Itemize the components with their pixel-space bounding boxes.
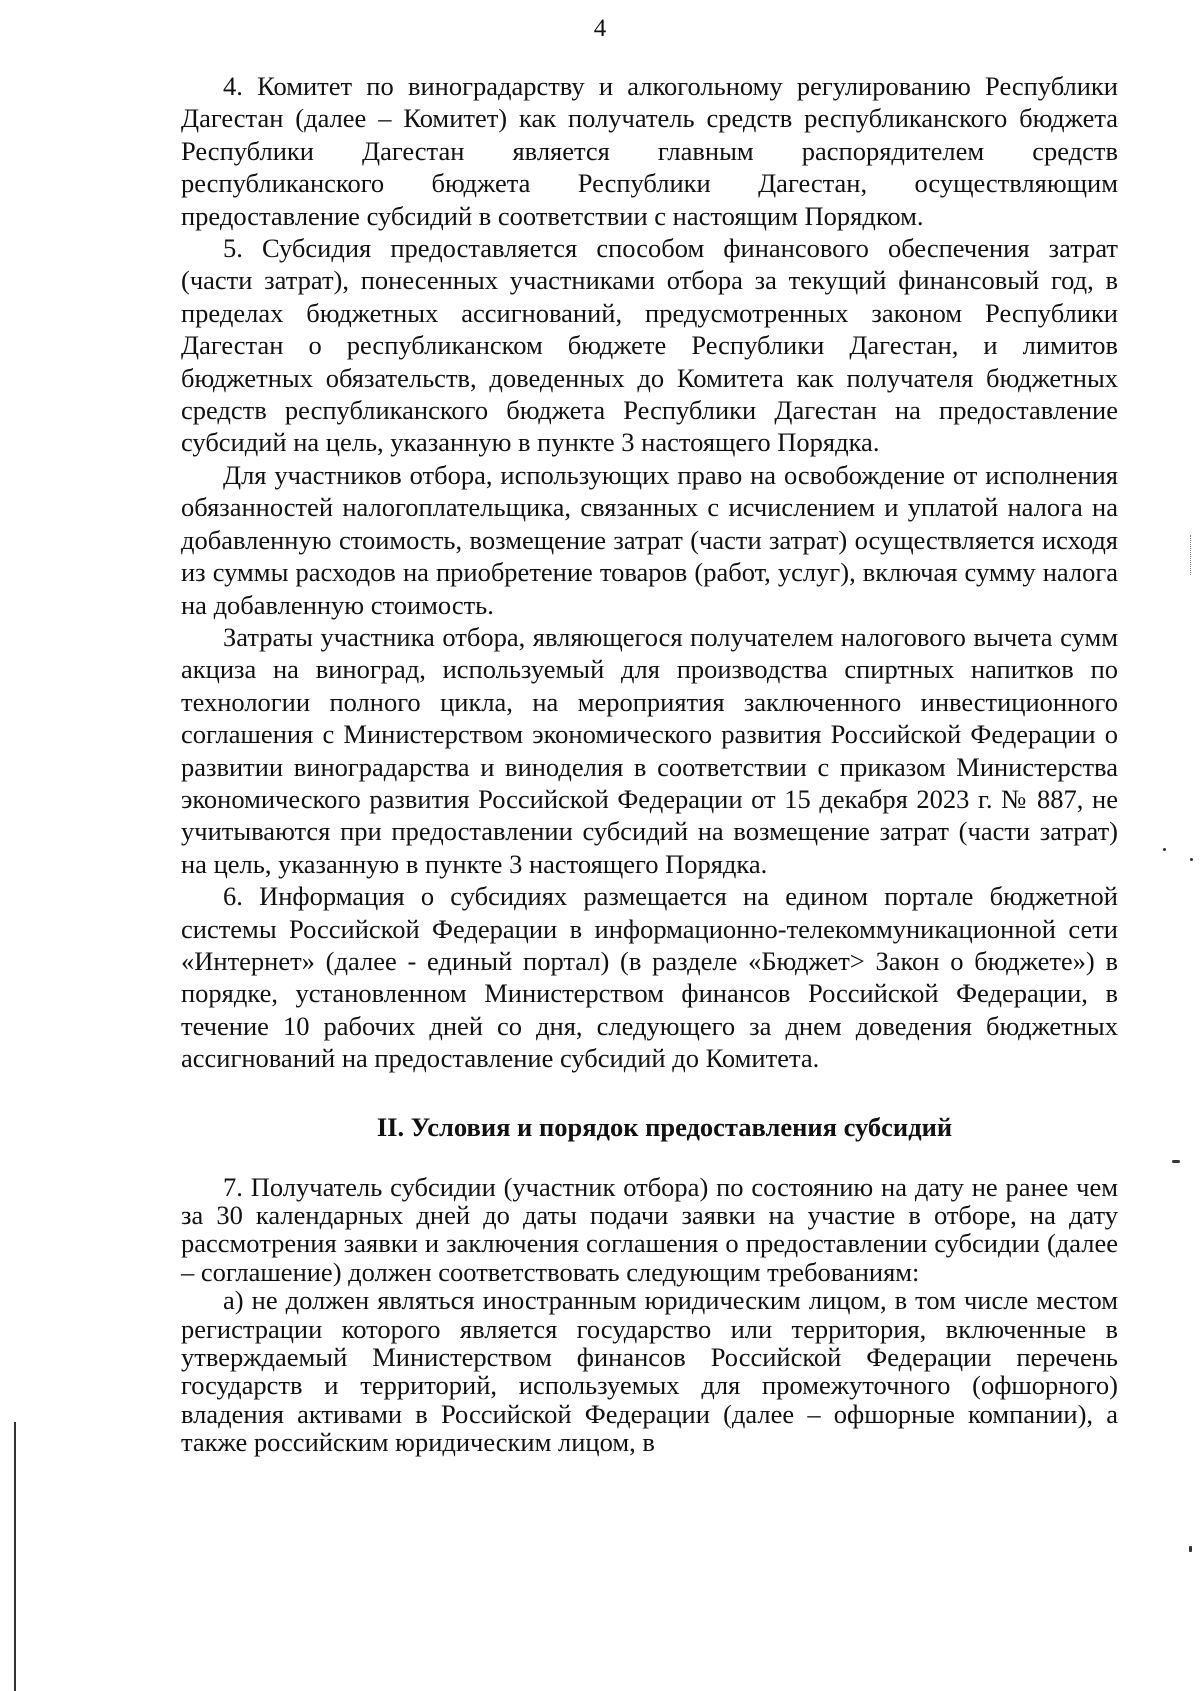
section-heading: II. Условия и порядок предоставления субсидий <box>376 1111 953 1142</box>
paragraph-6: 6. Информация о субсидиях размещается на едином портале бюджетной системы Российской Федерации в информационно-телекоммуникационной сети «Интернет» (далее - единый портал) (в разделе «Бюджет> Закон о бюджете») в порядке, установленном Министерством финансов Российской Федерации, в течение 10 рабочих дней со дня, следующего за днем доведения бюджетных ассигнований на предоставление субсидий до Комитета. <box>181 881 1118 1074</box>
paragraph-7a: а) не должен являться иностранным юридическим лицом, в том числе местом регистрации которого является государство или территория, включенные в утверждаемый Министерством финансов Российской Федерации перечень государств и территорий, используемых для промежуточного (офшорного) владения активами в Российской Федерации (далее – офшорные компании), а также российским юридическим лицом, в <box>181 1285 1118 1458</box>
document-body <box>181 70 1118 1457</box>
scan-speck <box>1172 1160 1180 1163</box>
paragraph-7: 7. Получатель субсидии (участник отбора) по состоянию на дату не ранее чем за 30 календарных дней до даты подачи заявки на участие в отборе, на дату рассмотрения заявки и заключения соглашения о предоставлении субсидии (далее – соглашение) должен соответствовать следующим требованиям: <box>181 1171 1118 1287</box>
scan-edge-mark <box>1190 535 1192 575</box>
scan-speck <box>1190 858 1193 861</box>
paragraph-excise-deduction: Затраты участника отбора, являющегося получателем налогового вычета сумм акциза на виноград, используемый для производства спиртных напитков по технологии полного цикла, на мероприятия заключенного инвестиционного соглашения с Министерством экономического развития Российской Федерации о развитии виноградарства и виноделия в соответствии с приказом Министерства экономического развития Российской Федерации от 15 декабря 2023 г. № 887, не учитываются при предоставлении субсидий на возмещение затрат (части затрат) на цель, указанную в пункте 3 настоящего Порядка. <box>181 621 1118 879</box>
paragraph-4: 4. Комитет по виноградарству и алкогольному регулированию Республики Дагестан (далее – Комитет) как получатель средств республиканского бюджета Республики Дагестан является главным распорядителем средств республиканского бюджета Республики Дагестан, осуществляющим предоставление субсидий в соответствии с настоящим Порядком. <box>181 71 1118 231</box>
scan-margin-line <box>14 1422 16 1691</box>
page-number: 4 <box>593 15 607 42</box>
scan-speck <box>1163 848 1166 851</box>
paragraph-5: 5. Субсидия предоставляется способом финансового обеспечения затрат (части затрат), понесенных участниками отбора за текущий финансовый год, в пределах бюджетных ассигнований, предусмотренных законом Республики Дагестан о республиканском бюджете Республики Дагестан, и лимитов бюджетных обязательств, доведенных до Комитета как получателя бюджетных средств республиканского бюджета Республики Дагестан на предоставление субсидий на цель, указанную в пункте 3 настоящего Порядка. <box>181 233 1118 458</box>
scan-speck <box>1189 1546 1192 1552</box>
paragraph-vat-exempt: Для участников отбора, использующих право на освобождение от исполнения обязанностей налогоплательщика, связанных с исчислением и уплатой налога на добавленную стоимость, возмещение затрат (части затрат) осуществляется исходя из суммы расходов на приобретение товаров (работ, услуг), включая сумму налога на добавленную стоимость. <box>181 459 1118 620</box>
